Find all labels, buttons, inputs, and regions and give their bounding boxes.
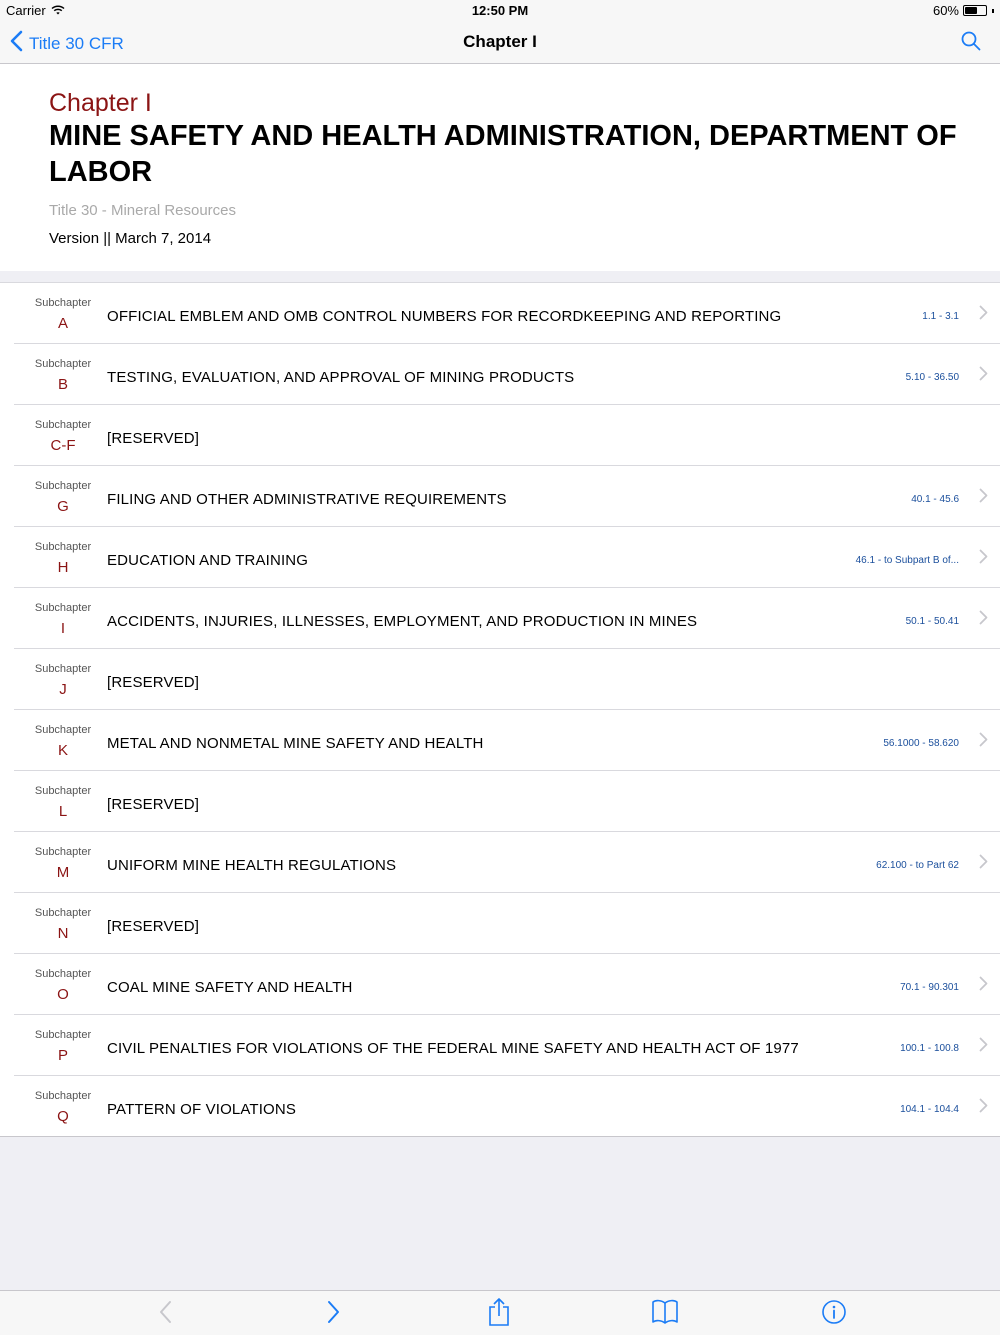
book-icon: [651, 1312, 679, 1329]
subchapter-row[interactable]: [14, 649, 1000, 710]
subchapter-label: Subchapter: [34, 846, 92, 858]
forward-arrow-icon: [323, 1312, 343, 1329]
battery-icon: [963, 5, 987, 16]
subchapter-label: Subchapter: [34, 785, 92, 797]
subchapter-row[interactable]: [14, 893, 1000, 954]
forward-arrow-button[interactable]: [323, 1299, 343, 1330]
subchapter-letter: C-F: [50, 437, 76, 454]
battery-fill: [965, 7, 977, 14]
subchapter-letter: G: [57, 498, 69, 515]
subchapter-letter: N: [57, 925, 69, 942]
chevron-right-icon: [979, 549, 988, 569]
search-icon: [960, 39, 982, 56]
subchapter-title: ACCIDENTS, INJURIES, ILLNESSES, EMPLOYMENT, AND PRODUCTION IN MINES: [107, 613, 698, 630]
subchapter-label: Subchapter: [34, 541, 92, 553]
share-icon: [487, 1314, 511, 1331]
subchapter-title: UNIFORM MINE HEALTH REGULATIONS: [107, 857, 397, 874]
subchapter-title: OFFICIAL EMBLEM AND OMB CONTROL NUMBERS FOR RECORDKEEPING AND REPORTING: [107, 308, 782, 325]
subchapter-title: CIVIL PENALTIES FOR VIOLATIONS OF THE FEDERAL MINE SAFETY AND HEALTH ACT OF 1977: [107, 1040, 799, 1057]
subchapter-title: TESTING, EVALUATION, AND APPROVAL OF MINING PRODUCTS: [107, 369, 575, 386]
subchapter-row[interactable]: [14, 954, 1000, 1015]
subchapter-row[interactable]: [14, 1076, 1000, 1136]
subchapter-row[interactable]: [14, 344, 1000, 405]
subchapter-letter: H: [57, 559, 69, 576]
subchapter-letter: M: [56, 864, 70, 881]
subchapter-title: COAL MINE SAFETY AND HEALTH: [107, 979, 353, 996]
subchapter-row[interactable]: [14, 1015, 1000, 1076]
chapter-label: Chapter I: [49, 89, 152, 117]
subchapter-label: Subchapter: [34, 419, 92, 431]
subchapter-letter: O: [57, 986, 69, 1003]
info-icon: [821, 1312, 847, 1329]
subchapter-letter: K: [57, 742, 68, 759]
info-button[interactable]: [821, 1299, 847, 1330]
subchapter-title: FILING AND OTHER ADMINISTRATIVE REQUIREMENTS: [107, 491, 507, 508]
battery-tip: [992, 9, 994, 13]
nav-title: Chapter I: [463, 32, 537, 51]
chevron-right-icon: [979, 976, 988, 996]
subchapter-range: 104.1 - 104.4: [900, 1104, 959, 1115]
subchapter-title: [RESERVED]: [107, 430, 200, 447]
battery-percent: 60%: [932, 3, 959, 18]
subchapter-letter: L: [58, 803, 68, 820]
back-arrow-icon: [156, 1312, 176, 1329]
chevron-right-icon: [979, 1037, 988, 1057]
subchapter-letter: I: [60, 620, 66, 637]
chevron-right-icon: [979, 305, 988, 325]
subchapter-range: 56.1000 - 58.620: [883, 738, 959, 749]
search-button[interactable]: [960, 30, 982, 57]
subchapter-range: 1.1 - 3.1: [922, 311, 959, 322]
chapter-name: MINE SAFETY AND HEALTH ADMINISTRATION, DEPARTMENT OF LABOR: [49, 120, 957, 188]
subchapter-letter: J: [59, 681, 67, 698]
subchapter-label: Subchapter: [34, 1090, 92, 1102]
subchapter-letter: Q: [57, 1108, 69, 1125]
chevron-right-icon: [979, 732, 988, 752]
subchapter-label: Subchapter: [34, 663, 92, 675]
back-button-label: Title 30 CFR: [29, 33, 124, 53]
subchapter-range: 62.100 - to Part 62: [876, 860, 959, 871]
subchapter-list: [0, 282, 1000, 1137]
subchapter-letter: A: [57, 315, 68, 332]
chevron-right-icon: [979, 610, 988, 630]
title-line: Title 30 - Mineral Resources: [49, 202, 237, 219]
subchapter-row[interactable]: [14, 771, 1000, 832]
subchapter-title: [RESERVED]: [107, 918, 200, 935]
subchapter-letter: P: [57, 1047, 68, 1064]
subchapter-title: [RESERVED]: [107, 796, 200, 813]
subchapter-label: Subchapter: [34, 968, 92, 980]
subchapter-row[interactable]: [14, 283, 1000, 344]
subchapter-title: METAL AND NONMETAL MINE SAFETY AND HEALTH: [107, 735, 484, 752]
chapter-header: [0, 64, 1000, 271]
subchapter-row[interactable]: [14, 832, 1000, 893]
back-button[interactable]: [10, 30, 124, 57]
subchapter-label: Subchapter: [34, 907, 92, 919]
subchapter-range: 40.1 - 45.6: [911, 494, 959, 505]
subchapter-label: Subchapter: [34, 358, 92, 370]
subchapter-row[interactable]: [14, 710, 1000, 771]
subchapter-title: PATTERN OF VIOLATIONS: [107, 1101, 297, 1118]
navigation-bar: [0, 22, 1000, 64]
subchapter-title: EDUCATION AND TRAINING: [107, 552, 309, 569]
chevron-right-icon: [979, 1098, 988, 1118]
chevron-right-icon: [979, 854, 988, 874]
subchapter-label: Subchapter: [34, 602, 92, 614]
chevron-left-icon: [10, 30, 23, 57]
bookmarks-button[interactable]: [651, 1299, 679, 1330]
subchapter-row[interactable]: [14, 466, 1000, 527]
subchapter-range: 5.10 - 36.50: [905, 372, 959, 383]
subchapter-label: Subchapter: [34, 1029, 92, 1041]
subchapter-label: Subchapter: [34, 297, 92, 309]
bottom-toolbar: [0, 1290, 1000, 1335]
chevron-right-icon: [979, 488, 988, 508]
subchapter-row[interactable]: [14, 527, 1000, 588]
subchapter-row[interactable]: [14, 405, 1000, 466]
back-arrow-button[interactable]: [156, 1299, 176, 1330]
carrier-label: Carrier: [6, 3, 46, 18]
chevron-right-icon: [979, 366, 988, 386]
subchapter-letter: B: [57, 376, 68, 393]
subchapter-range: 100.1 - 100.8: [900, 1043, 959, 1054]
share-button[interactable]: [487, 1297, 511, 1332]
subchapter-range: 46.1 - to Subpart B of...: [855, 555, 959, 566]
status-time: 12:50 PM: [471, 3, 529, 18]
subchapter-title: [RESERVED]: [107, 674, 200, 691]
subchapter-row[interactable]: [14, 588, 1000, 649]
subchapter-label: Subchapter: [34, 480, 92, 492]
status-right: [933, 3, 994, 18]
subchapter-range: 70.1 - 90.301: [900, 982, 959, 993]
subchapter-range: 50.1 - 50.41: [905, 616, 959, 627]
subchapter-label: Subchapter: [34, 724, 92, 736]
status-bar: [0, 0, 1000, 22]
version-line: Version || March 7, 2014: [49, 230, 212, 247]
